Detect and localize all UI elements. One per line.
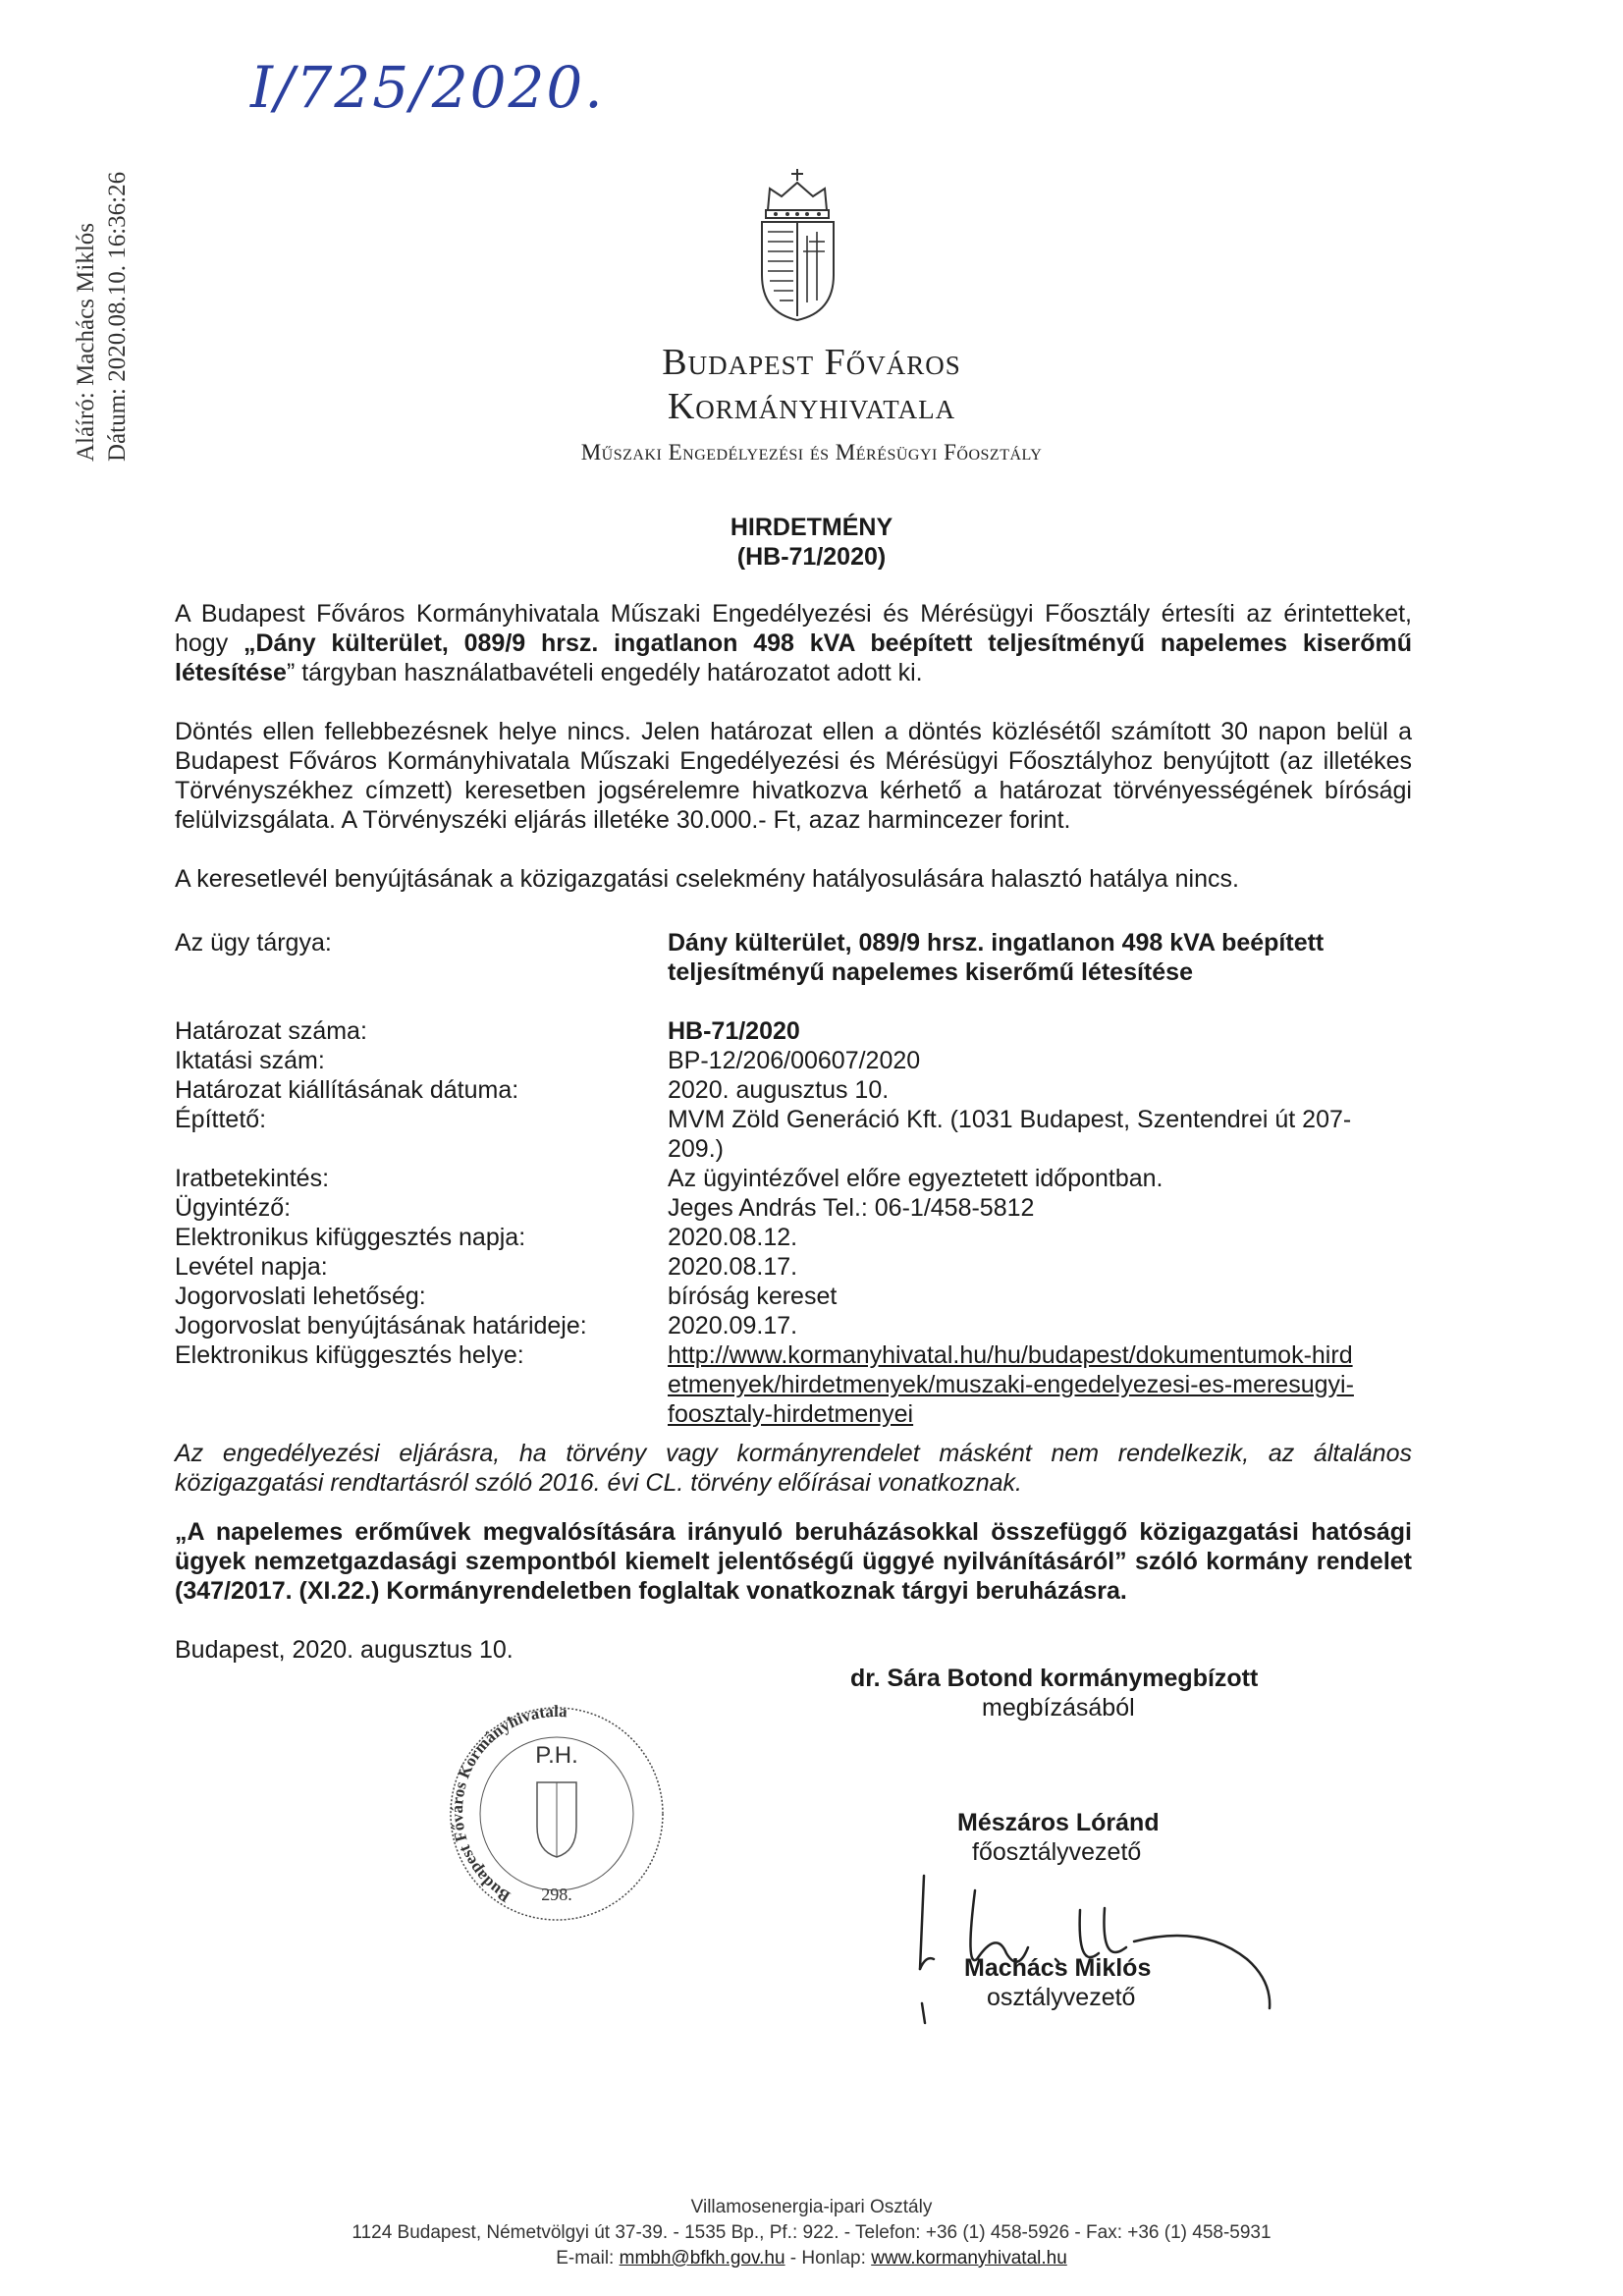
stamp-number: 298. [541, 1885, 572, 1904]
footer-address: 1124 Budapest, Németvölgyi út 37-39. - 1535 Bp., Pf.: 922. - Telefon: +36 (1) 458-5926 - Fax: +36 (1) 458-5931 [352, 2222, 1271, 2243]
subject-value: Dány külterület, 089/9 hrsz. ingatlanon 498 kVA beépített teljesítményű napelemes kiserőmű létesítése [668, 929, 1325, 986]
footer-contact [0, 2246, 1623, 2271]
footer-unit: Villamosenergia-ipari Osztály [690, 2197, 933, 2217]
head-title: főosztályvezető [972, 1838, 1142, 1866]
footer-web-link[interactable]: www.kormanyhivatal.hu [871, 2248, 1067, 2269]
intro-text-end: ” tárgyban használatbavételi engedély határozatot adott ki. [286, 659, 923, 686]
detail-value: BP-12/206/00607/2020 [668, 1047, 921, 1074]
detail-label: Elektronikus kifüggesztés napja: [175, 1224, 526, 1251]
detail-value: 2020. augusztus 10. [668, 1076, 890, 1104]
detail-value: HB-71/2020 [668, 1017, 800, 1045]
signer-line: Aláíró: Machács Miklós [73, 222, 99, 462]
dept-head-name: Machács Miklós [964, 1954, 1152, 1982]
appeal-note: A keresetlevél benyújtásának a közigazgatási cselekmény hatályosulására halasztó hatálya nincs. [175, 865, 1239, 893]
on-behalf-text: megbízásából [982, 1694, 1135, 1722]
intro-text-start: A Budapest Főváros Kormányhivatala Műszaki Engedélyezési és Mérésügyi Főosztály értesíti az érintetteket, hogy [175, 600, 1412, 657]
detail-label: Iktatási szám: [175, 1047, 325, 1074]
stamp-ph: P.H. [535, 1742, 578, 1769]
procedure-note: Az engedélyezési eljárásra, ha törvény vagy kormányrendelet másként nem rendelkezik, az általános közigazgatási rendtartásról szóló 2016. évi CL. törvény előírásai vonatkoznak. [175, 1440, 1412, 1497]
office-name-line-1: Budapest Főváros [662, 342, 961, 383]
chief-name: dr. Sára Botond kormánymegbízott [850, 1665, 1259, 1692]
detail-value: 2020.08.17. [668, 1253, 798, 1281]
footer-web-label: - Honlap: [784, 2248, 872, 2269]
subject-label: Az ügy tárgya: [175, 929, 332, 957]
detail-label: Építtető: [175, 1106, 267, 1133]
detail-label: Ügyintéző: [175, 1194, 292, 1222]
detail-value: Az ügyintézővel előre egyeztetett időpontban. [668, 1165, 1163, 1192]
detail-value: 2020.09.17. [668, 1312, 798, 1339]
notice-number: (HB-71/2020) [736, 543, 887, 571]
place-and-date: Budapest, 2020. augusztus 10. [175, 1636, 514, 1664]
official-stamp-icon [447, 1704, 668, 1930]
intro-paragraph [175, 599, 1412, 687]
detail-value: 2020.08.12. [668, 1224, 798, 1251]
svg-text:Budapest Főváros Kormányhivata [448, 1704, 568, 1906]
stamp-ring-text: Budapest Főváros Kormányhivatala [447, 1704, 568, 1906]
appeal-paragraph: Döntés ellen fellebbezésnek helye nincs. Jelen határozat ellen a döntés közlésétől számított 30 napon belül a Budapest Főváros Kormányhivatala Műszaki Engedélyezési és Mérésügyi Főosztályhoz benyújtott (az illetékes Törvényszékhez címzett) keresetben jogsérelemre hivatkozva kérhető a határozat törvényességének bírósági felülvizsgálata. A Törvényszéki eljárás illetéke 30.000.- Ft, azaz harmincezer forint. [175, 718, 1412, 834]
notice-title: HIRDETMÉNY [730, 514, 893, 541]
dept-head-title: osztályvezető [987, 1984, 1136, 2011]
detail-label: Levétel napja: [175, 1253, 328, 1281]
head-name: Mészáros Lóránd [957, 1809, 1160, 1836]
intro-subject-bold: „Dány külterület, 089/9 hrsz. ingatlanon 498 kVA beépített teljesítményű napelemes kiserőmű létesítése [175, 629, 1412, 686]
department-name: Műszaki Engedélyezési és Mérésügyi Főosztály [580, 440, 1043, 465]
footer-email-label: E-mail: [556, 2248, 620, 2269]
detail-label: Elektronikus kifüggesztés helye: [175, 1341, 524, 1369]
detail-label: Határozat kiállításának dátuma: [175, 1076, 519, 1104]
detail-label: Jogorvoslat benyújtásának határideje: [175, 1312, 587, 1339]
office-name-line-2: Kormányhivatala [667, 386, 956, 427]
notice-url-link[interactable]: http://www.kormanyhivatal.hu/hu/budapest/dokumentumok-hirdetmenyek/hirdetmenyek/muszaki-engedelyezesi-es-meresugyi-foosztaly-hirdetmenyei [668, 1341, 1354, 1428]
regulation-note: „A napelemes erőművek megvalósítására irányuló beruházásokkal összefüggő közigazgatási hatósági ügyek nemzetgazdasági szempontból kiemelt jelentőségű üggyé nyilvánításáról” szóló kormány rendelet (347/2017. (XI.22.) Kormányrendeletben foglaltak vonatkoznak tárgyi beruházásra. [175, 1518, 1412, 1605]
detail-label: Iratbetekintés: [175, 1165, 330, 1192]
detail-label: Határozat száma: [175, 1017, 367, 1045]
signature-date-line: Dátum: 2020.08.10. 16:36:26 [104, 171, 131, 462]
detail-value: Jeges András Tel.: 06-1/458-5812 [668, 1194, 1035, 1222]
detail-value: bíróság kereset [668, 1283, 838, 1310]
detail-value: MVM Zöld Generáció Kft. (1031 Budapest, Szentendrei út 207-209.) [668, 1106, 1352, 1163]
handwritten-registration-number: I/725/2020. [250, 54, 605, 121]
handwritten-signature-icon [908, 1851, 1321, 2057]
detail-label: Jogorvoslati lehetőség: [175, 1283, 426, 1310]
coat-of-arms-icon [746, 167, 849, 324]
footer-email-link[interactable]: mmbh@bfkh.gov.hu [619, 2248, 785, 2269]
